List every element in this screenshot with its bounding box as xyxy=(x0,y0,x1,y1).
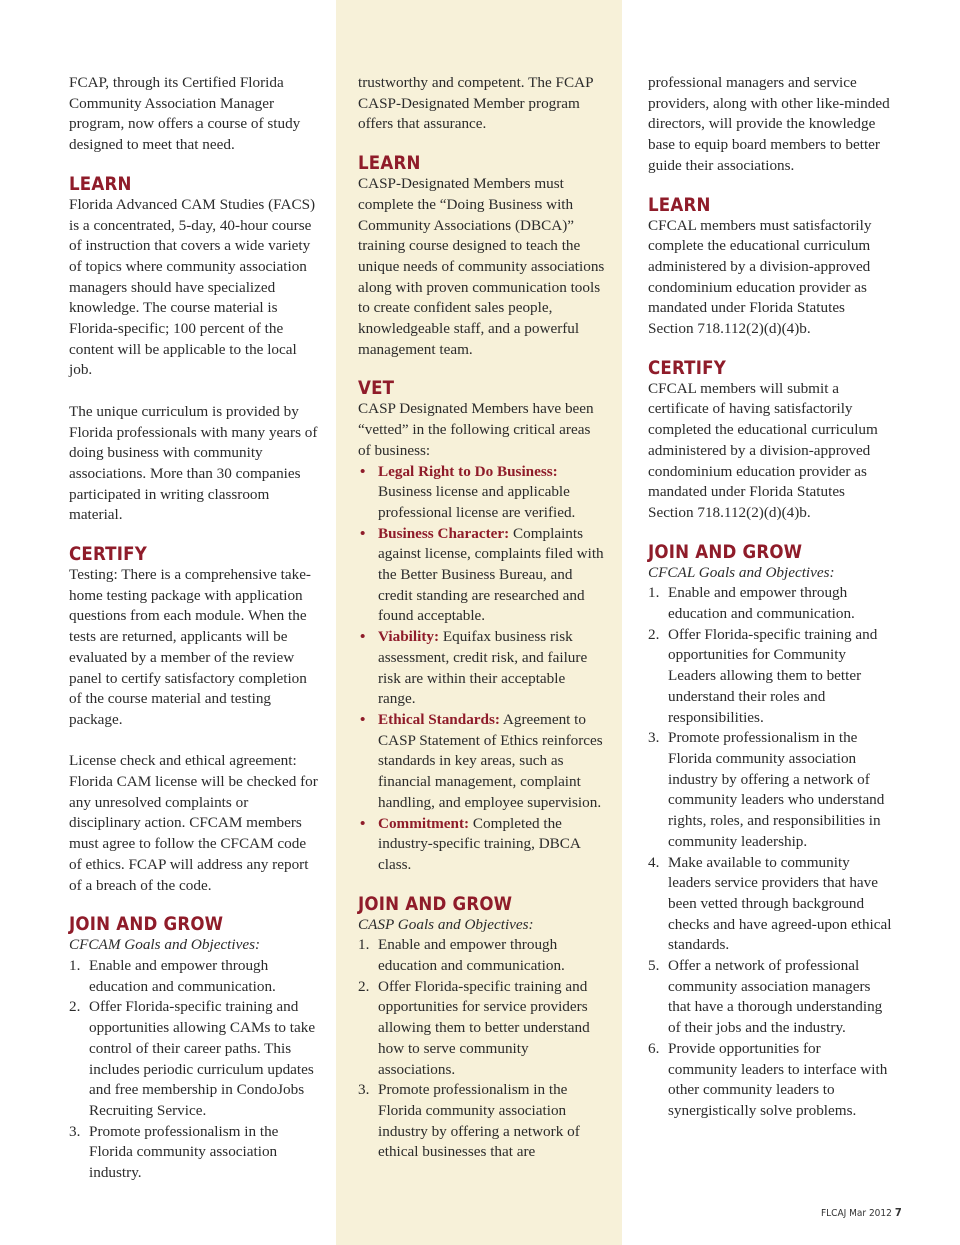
cfcam-certify-text: Testing: There is a comprehensive take-home testing package with application questions from each module. When the tests are returned, applicants will be evaluated by a member of the review panel to certify satisfactory completion of the course material and testing package. xyxy=(69,566,311,728)
list-item-text: Promote professionalism in the Florida community association industry by offering a network of ethical businesses that are xyxy=(378,1081,580,1161)
cfcam-learn-heading: LEARN xyxy=(69,173,132,195)
cfcal-certify-heading: CERTIFY xyxy=(648,357,726,379)
list-item-text: Promote professionalism in the Florida community association industry by offering a network of community leaders who understand rights, roles, and responsibilities in community leadership. xyxy=(668,729,885,850)
list-item xyxy=(69,997,319,1121)
casp-vet-heading: VET xyxy=(358,378,395,400)
cfcam-intro: FCAP, through its Certified Florida Community Association Manager program, now offers a course of study designed to meet that need. xyxy=(69,74,301,154)
casp-join-heading: JOIN AND GROW xyxy=(358,893,513,915)
vet-term: Business Character: xyxy=(378,524,510,542)
cfcal-goals-subheading: CFCAL Goals and Objectives: xyxy=(648,563,835,581)
list-item-text: Offer Florida-specific training and opportunities for service providers allowing them to better understand how to serve community associations. xyxy=(378,977,590,1078)
bullet-icon: • xyxy=(360,628,366,646)
column-cfcam xyxy=(69,73,319,1184)
cfcal-intro: professional managers and service providers, along with other like-minded directors, will provide the knowledge base to equip board members to better guide their associations. xyxy=(648,74,890,174)
page-footer xyxy=(821,1206,902,1219)
column-cfcal xyxy=(648,73,893,1122)
bullet-icon: • xyxy=(360,462,366,480)
casp-vet-list xyxy=(358,462,606,876)
list-item-text: Promote professionalism in the Florida community association industry. xyxy=(89,1122,279,1182)
vet-term: Viability: xyxy=(378,628,440,646)
list-number: 3. xyxy=(69,1122,81,1140)
casp-intro: trustworthy and competent. The FCAP CASP-Designated Member program offers that assurance. xyxy=(358,74,593,133)
cfcam-join-heading: JOIN AND GROW xyxy=(69,914,224,936)
list-item xyxy=(69,1122,319,1184)
vet-desc: Agreement to CASP Statement of Ethics reinforces standards in key areas, such as financial management, complaint handling, and employee supervision. xyxy=(378,710,603,811)
list-item-text: Offer Florida-specific training and opportunities for Community Leaders allowing them to better understand their roles and responsibilities. xyxy=(668,625,878,726)
list-item xyxy=(358,814,606,876)
list-item xyxy=(358,1080,606,1163)
list-number: 2. xyxy=(69,998,81,1016)
list-item-text: Offer a network of professional community association managers that have a thorough understanding of their jobs and the industry. xyxy=(668,957,883,1037)
casp-vet-text: CASP Designated Members have been “vetted” in the following critical areas of business: xyxy=(358,400,594,459)
column-casp xyxy=(358,73,606,1163)
list-item xyxy=(648,956,893,1039)
vet-term: Legal Right to Do Business: xyxy=(378,462,558,480)
list-item-text: Provide opportunities for community leaders to interface with other community leaders to synergistically solve problems. xyxy=(668,1039,888,1119)
list-number: 6. xyxy=(648,1039,660,1057)
list-item xyxy=(358,462,606,524)
vet-desc: Business license and applicable professional license are verified. xyxy=(378,483,576,521)
list-item xyxy=(69,956,319,997)
cfcal-goals-list xyxy=(648,583,893,1121)
list-item xyxy=(358,977,606,1081)
list-number: 5. xyxy=(648,957,660,975)
list-item-text: Enable and empower through education and communication. xyxy=(668,584,855,623)
cfcal-certify-text: CFCAL members will submit a certificate of having satisfactorily completed the educational curriculum administered by a division-approved condominium education provider as mandated under Florida Statutes Section 718.112(2)(d)(4)b. xyxy=(648,379,878,521)
list-item xyxy=(648,583,893,624)
cfcal-learn-heading: LEARN xyxy=(648,194,711,216)
list-item xyxy=(648,728,893,852)
issue-label: FLCAJ Mar 2012 xyxy=(821,1208,892,1219)
list-item xyxy=(358,935,606,976)
list-item xyxy=(648,1039,893,1122)
vet-desc: Complaints against license, complaints filed with the Better Business Bureau, and credit standing are researched and found acceptable. xyxy=(378,524,604,625)
cfcam-curriculum-text: The unique curriculum is provided by Florida professionals with many years of doing business with community associations. More than 30 companies participated in writing classroom material. xyxy=(69,402,318,524)
casp-goals-subheading: CASP Goals and Objectives: xyxy=(358,915,534,933)
list-number: 2. xyxy=(648,625,660,643)
cfcam-certify-heading: CERTIFY xyxy=(69,544,147,566)
bullet-icon: • xyxy=(360,524,366,542)
vet-desc: Equifax business risk assessment, credit risk, and failure risk are within their acceptable range. xyxy=(378,628,588,708)
bullet-icon: • xyxy=(360,814,366,832)
vet-term: Commitment: xyxy=(378,814,470,832)
list-number: 4. xyxy=(648,853,660,871)
bullet-icon: • xyxy=(360,710,366,728)
list-item-text: Enable and empower through education and communication. xyxy=(378,936,565,975)
vet-desc: Completed the industry-specific training, DBCA class. xyxy=(378,814,581,873)
cfcam-goals-subheading: CFCAM Goals and Objectives: xyxy=(69,936,261,954)
cfcal-join-heading: JOIN AND GROW xyxy=(648,541,803,563)
cfcam-learn-text: Florida Advanced CAM Studies (FACS) is a concentrated, 5-day, 40-hour course of instruction that covers a wide variety of topics where community association managers should have specialized knowledge. The course material is Florida-specific; 100 percent of the content will be applicable to the local job. xyxy=(69,195,316,379)
casp-learn-heading: LEARN xyxy=(358,153,421,175)
list-number: 1. xyxy=(648,584,660,602)
casp-goals-list xyxy=(358,935,606,1163)
list-item xyxy=(358,710,606,814)
list-number: 1. xyxy=(69,956,81,974)
cfcam-license-text: License check and ethical agreement: Florida CAM license will be checked for any unresolved complaints or disciplinary action. CFCAM members must agree to follow the CFCAM code of ethics. FCAP will address any report of a breach of the code. xyxy=(69,752,318,894)
list-item xyxy=(648,853,893,957)
list-number: 2. xyxy=(358,977,370,995)
list-item-text: Offer Florida-specific training and opportunities allowing CAMs to take control of their career paths. This includes periodic curriculum updates and free membership in CondoJobs Recruiting Service. xyxy=(89,998,316,1119)
list-number: 1. xyxy=(358,936,370,954)
casp-learn-text: CASP-Designated Members must complete the “Doing Business with Community Associations (DBCA)” training course designed to teach the unique needs of community associations along with proven communication tools to create confident sales people, knowledgeable staff, and a powerful management team. xyxy=(358,175,605,358)
list-item xyxy=(358,627,606,710)
cfcal-learn-text: CFCAL members must satisfactorily complete the educational curriculum administered by a division-approved condominium education provider as mandated under Florida Statutes Section 718.112(2)(d)(4)b. xyxy=(648,216,872,338)
list-number: 3. xyxy=(358,1081,370,1099)
vet-term: Ethical Standards: xyxy=(378,710,500,728)
cfcam-goals-list xyxy=(69,956,319,1184)
list-item xyxy=(358,524,606,628)
list-number: 3. xyxy=(648,729,660,747)
page-number: 7 xyxy=(894,1206,902,1219)
list-item xyxy=(648,625,893,729)
list-item-text: Make available to community leaders service providers that have been vetted through background checks and have agreed-upon ethical standards. xyxy=(668,853,892,954)
list-item-text: Enable and empower through education and communication. xyxy=(89,956,276,995)
